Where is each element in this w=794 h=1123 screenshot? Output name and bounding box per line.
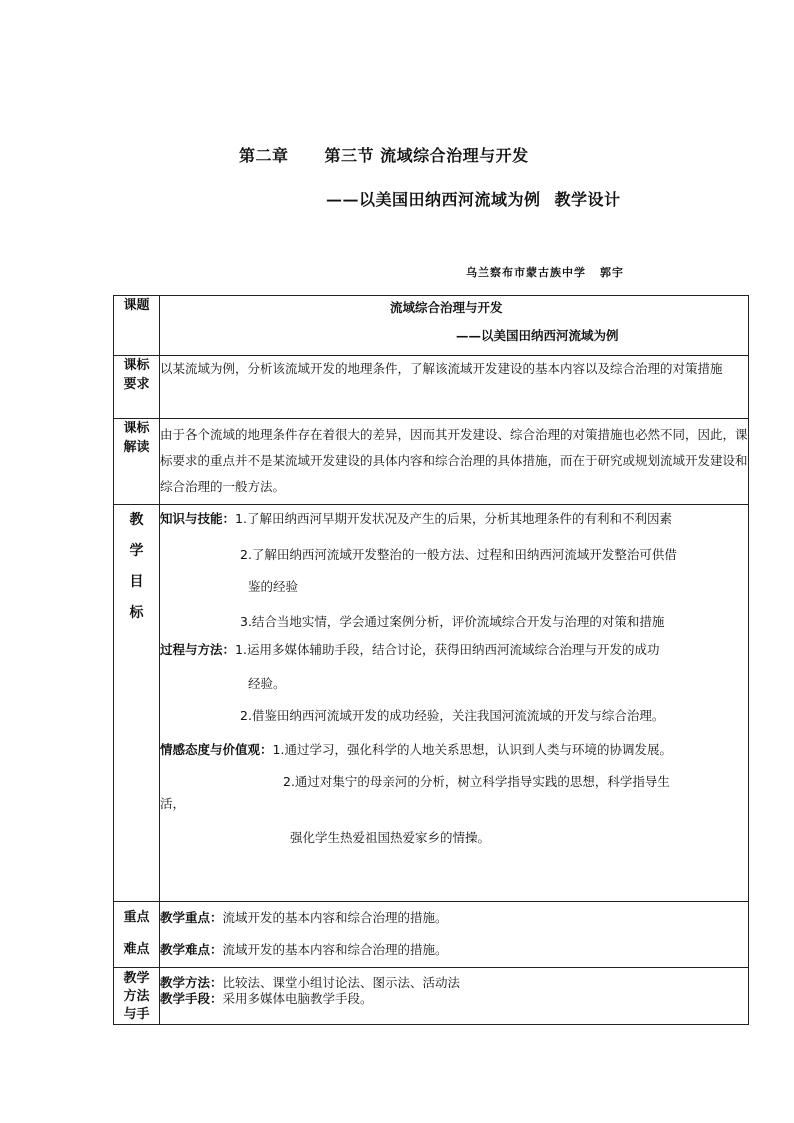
method-label: 教学方法： (160, 975, 223, 990)
focus-line (160, 902, 748, 934)
requirement-text: 以某流域为例，分析该流域开发的地理条件，了解该流域开发建设的基本内容以及综合治理的对策措施 (160, 356, 749, 419)
requirement-label-l1: 课标 (123, 358, 150, 373)
keypoints-label (114, 902, 160, 968)
knowledge-line-2b: 鉴的经验 (248, 579, 299, 594)
attitude-line-3: 强化学生热爱祖国热爱家乡的情操。 (290, 830, 491, 845)
goals-label-char-4: 标 (129, 605, 144, 621)
document-subtitle (326, 187, 621, 210)
goals-label-char-2: 学 (129, 543, 144, 559)
attitude-line-2b: 活， (160, 796, 186, 811)
process-label: 过程与方法： (160, 642, 236, 657)
topic-line-1: 流域综合治理与开发 (390, 300, 503, 315)
attitude-line-1 (160, 732, 748, 766)
means-line (160, 991, 748, 1007)
interpretation-label-l2: 解读 (123, 440, 150, 455)
difficulty-text: 流域开发的基本内容和综合治理的措施。 (222, 942, 448, 957)
knowledge-line-1 (160, 509, 748, 535)
table-row-keypoints (114, 902, 749, 968)
goals-label-char-3: 目 (129, 574, 144, 590)
goals-label-char-1: 教 (129, 512, 144, 528)
interpretation-text: 由于各个流域的地理条件存在着很大的差异，因而其开发建设、综合治理的对策措施也必然不同，因此，课标要求的重点并不是某流域开发建设的具体内容和综合治理的具体措施，而在于研究或规划流域开发建设和综合治理的一般方法。 (160, 419, 749, 505)
table-row-methods (114, 968, 749, 1025)
attitude-item-1: 1.通过学习，强化科学的人地关系思想，认识到人类与环境的协调发展。 (272, 742, 672, 757)
knowledge-label: 知识与技能： (160, 511, 236, 526)
table-row-goals (114, 505, 749, 902)
doc-type-label: 教学设计 (554, 190, 621, 209)
process-line-2: 2.借鉴田纳西河流域开发的成功经验，关注我国河流流域的开发与综合治理。 (240, 708, 665, 723)
table-row-topic (114, 296, 749, 356)
knowledge-line-3: 3.结合当地实情，学会通过案例分析，评价流域综合开发与治理的对策和措施 (240, 614, 665, 629)
keypoints-cell (160, 902, 749, 968)
author-line (466, 264, 624, 280)
lesson-plan-table (113, 295, 749, 1025)
interpretation-label-l1: 课标 (123, 421, 150, 436)
attitude-label: 情感态度与价值观： (160, 742, 273, 757)
method-text: 比较法、课堂小组讨论法、图示法、活动法 (222, 975, 461, 990)
goals-cell (160, 505, 749, 902)
requirement-label-l2: 要求 (123, 377, 150, 392)
table-row-interpretation (114, 419, 749, 505)
focus-text: 流域开发的基本内容和综合治理的措施。 (222, 910, 448, 925)
methods-label-l1: 教学 (123, 971, 150, 986)
requirement-label (114, 356, 160, 419)
table-row-requirement (114, 356, 749, 419)
topic-label: 课题 (114, 296, 160, 356)
subtitle-text: ——以美国田纳西河流域为例 (326, 190, 541, 209)
methods-cell (160, 968, 749, 1025)
methods-label (114, 968, 160, 1025)
knowledge-line-2: 2.了解田纳西河流域开发整治的一般方法、过程和田纳西河流域开发整治可供借 (240, 547, 677, 562)
methods-label-l3: 与手 (123, 1007, 150, 1022)
means-text: 采用多媒体电脑教学手段。 (222, 991, 373, 1006)
topic-line-2: ——以美国田纳西河流域为例 (456, 328, 619, 343)
process-item-1: 1.运用多媒体辅助手段，结合讨论，获得田纳西河流域综合治理与开发的成功 (235, 642, 660, 657)
section-title: 第三节 流域综合治理与开发 (324, 146, 529, 165)
difficulty-line (160, 934, 748, 966)
keypoints-label-l1: 重点 (123, 910, 150, 925)
document-title (239, 143, 529, 166)
goals-label (114, 505, 160, 902)
means-label: 教学手段： (160, 991, 223, 1006)
methods-label-l2: 方法 (123, 989, 150, 1004)
difficulty-label: 教学难点： (160, 942, 223, 957)
author-name: 郭宇 (600, 266, 624, 279)
process-line-1 (160, 638, 748, 662)
school-name: 乌兰察布市蒙古族中学 (466, 266, 586, 279)
topic-cell (160, 296, 749, 356)
attitude-line-2: 2.通过对集宁的母亲河的分析，树立科学指导实践的思想，科学指导生 (283, 774, 670, 789)
process-line-1b: 经验。 (248, 676, 286, 691)
knowledge-item-1: 1.了解田纳西河早期开发状况及产生的后果，分析其地理条件的有利和不利因素 (235, 511, 672, 526)
focus-label: 教学重点： (160, 910, 223, 925)
keypoints-label-l2: 难点 (123, 942, 150, 957)
chapter-label: 第二章 (239, 146, 289, 165)
method-line (160, 975, 748, 991)
interpretation-label (114, 419, 160, 505)
